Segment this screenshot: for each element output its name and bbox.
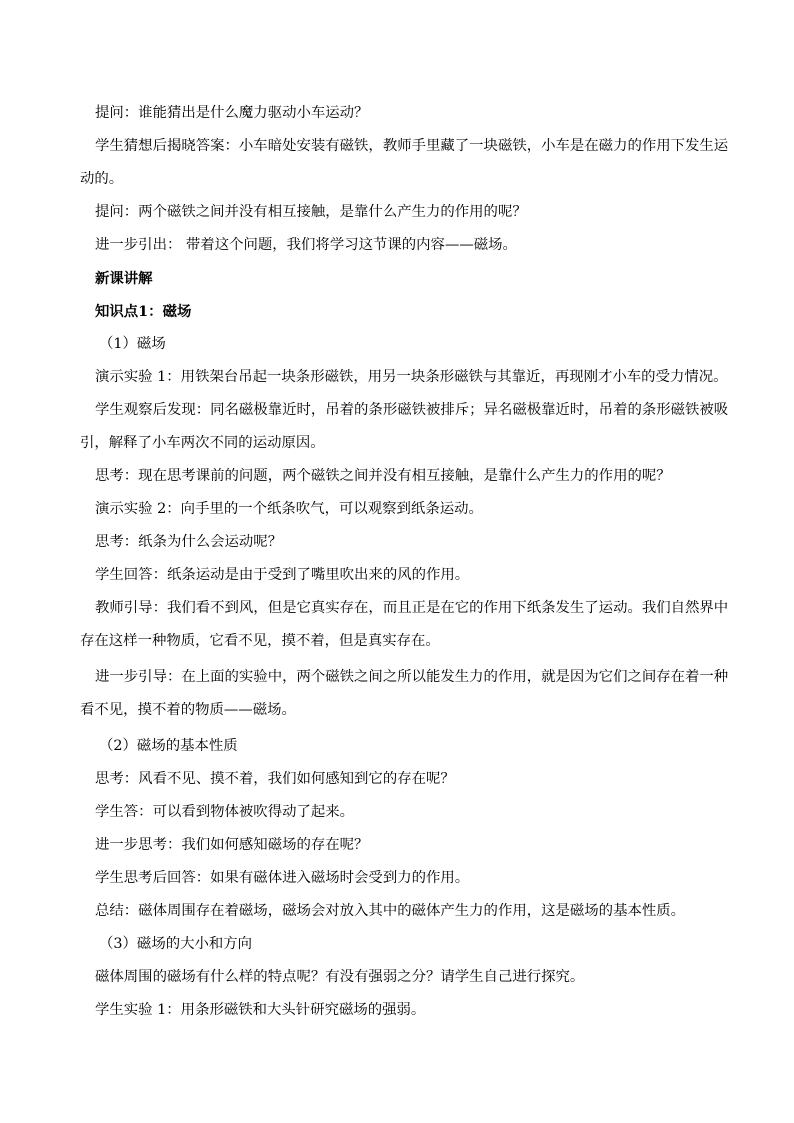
paragraph-teacher-guide-cont: 存在这样一种物质，它看不见，摸不着，但是真实存在。 (80, 633, 440, 649)
paragraph-teacher-guide: 教师引导：我们看不到风，但是它真实存在，而且正是在它的作用下纸条发生了运动。我们自然界中 (95, 600, 729, 616)
paragraph-summary: 总结：磁体周围存在着磁场，磁场会对放入其中的磁体产生力的作用，这是磁场的基本性质。 (95, 903, 686, 919)
paragraph-further-guide: 进一步引导：在上面的实验中，两个磁铁之间之所以能发生力的作用，就是因为它们之间存在着一种 (95, 669, 729, 685)
paragraph-further-guide-cont: 看不见，摸不着的物质——磁场。 (80, 702, 296, 718)
paragraph-question-1: 提问：谁能猜出是什么魔力驱动小车运动？ (95, 105, 369, 121)
subheading-magnetic-field: （1）磁场 (99, 336, 166, 352)
paragraph-think-2: 思考：纸条为什么会运动呢？ (95, 534, 283, 550)
paragraph-lead-in: 进一步引出： 带着这个问题，我们将学习这节课的内容——磁场。 (95, 237, 517, 253)
paragraph-observation-cont: 引，解释了小车两次不同的运动原因。 (80, 435, 325, 451)
paragraph-demo-1: 演示实验 1：用铁架台吊起一块条形磁铁，用另一块条形磁铁与其靠近，再现刚才小车的受力情况。 (95, 369, 728, 385)
paragraph-student-answer: 学生回答：纸条运动是由于受到了嘴里吹出来的风的作用。 (95, 567, 470, 583)
paragraph-demo-2: 演示实验 2：向手里的一个纸条吹气，可以观察到纸条运动。 (95, 501, 483, 517)
paragraph-think-1: 思考：现在思考课前的问题，两个磁铁之间并没有相互接触，是靠什么产生力的作用的呢？ (95, 468, 671, 484)
paragraph-question-2: 提问：两个磁铁之间并没有相互接触，是靠什么产生力的作用的呢？ (95, 204, 527, 220)
section-heading-knowledge-1: 知识点1：磁场 (95, 303, 192, 320)
paragraph-answer-reveal-cont: 动的。 (80, 171, 124, 187)
paragraph-student-experiment-1: 学生实验 1：用条形磁铁和大头针研究磁场的强弱。 (95, 1002, 426, 1018)
paragraph-further-think: 进一步思考：我们如何感知磁场的存在呢？ (95, 837, 369, 853)
subheading-basic-property: （2）磁场的基本性质 (99, 738, 238, 754)
paragraph-observation: 学生观察后发现：同名磁极靠近时，吊着的条形磁铁被排斥；异名磁极靠近时，吊着的条形磁铁被吸 (95, 402, 729, 418)
paragraph-answer-reveal: 学生猜想后揭晓答案：小车暗处安装有磁铁，教师手里藏了一块磁铁，小车是在磁力的作用下发生运 (95, 138, 729, 154)
paragraph-think-3: 思考：风看不见、摸不着，我们如何感知到它的存在呢？ (95, 771, 455, 787)
subheading-strength-direction: （3）磁场的大小和方向 (99, 936, 253, 952)
section-heading-new-lesson: 新课讲解 (95, 270, 153, 287)
paragraph-explore: 磁体周围的磁场有什么样的特点呢？有没有强弱之分？请学生自己进行探究。 (95, 969, 585, 985)
paragraph-student-think-answer: 学生思考后回答：如果有磁体进入磁场时会受到力的作用。 (95, 870, 470, 886)
paragraph-student-reply: 学生答：可以看到物体被吹得动了起来。 (95, 804, 355, 820)
